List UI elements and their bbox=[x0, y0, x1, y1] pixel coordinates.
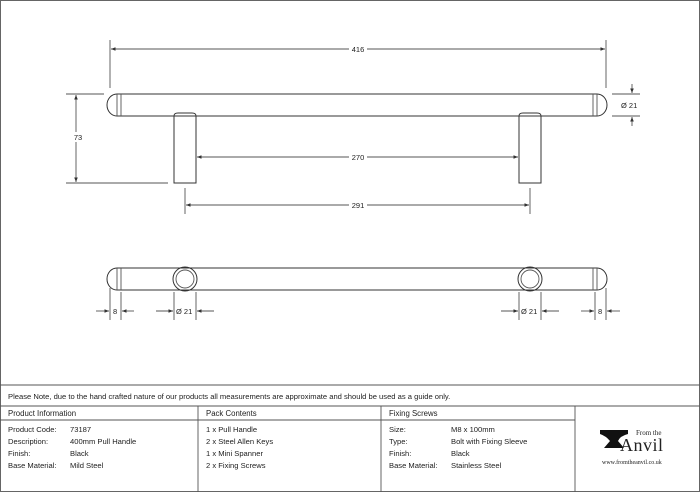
pack-item: 1 x Mini Spanner bbox=[206, 449, 263, 458]
logo-word: Anvil bbox=[620, 435, 664, 455]
screw-finish-label: Finish: bbox=[389, 449, 412, 458]
dim-leg-diameter-right: Ø 21 bbox=[521, 307, 538, 316]
dim-height: 73 bbox=[73, 133, 83, 142]
logo-url: www.fromtheanvil.co.uk bbox=[602, 460, 662, 466]
pack-item: 2 x Fixing Screws bbox=[206, 461, 266, 470]
dim-overall-length: 416 bbox=[351, 45, 365, 54]
dim-centres: 291 bbox=[351, 201, 365, 210]
fixing-screws-title: Fixing Screws bbox=[389, 409, 438, 418]
description-value: 400mm Pull Handle bbox=[70, 437, 137, 446]
info-panel bbox=[0, 385, 700, 492]
screw-type-value: Bolt with Fixing Sleeve bbox=[451, 437, 528, 446]
screw-finish-value: Black bbox=[451, 449, 470, 458]
screw-type-label: Type: bbox=[389, 437, 408, 446]
product-code-value: 73187 bbox=[70, 425, 92, 434]
finish-label: Finish: bbox=[8, 449, 31, 458]
finish-value: Black bbox=[70, 449, 89, 458]
product-code-label: Product Code: bbox=[8, 425, 57, 434]
base-material-value: Mild Steel bbox=[70, 461, 104, 470]
logo-from-text: From the bbox=[636, 429, 662, 437]
plan-view bbox=[107, 267, 607, 291]
dim-bar-diameter: Ø 21 bbox=[621, 101, 638, 110]
description-label: Description: bbox=[8, 437, 49, 446]
dim-inner-span: 270 bbox=[351, 153, 365, 162]
dim-end-offset-right: 8 bbox=[598, 307, 603, 316]
pack-contents-title: Pack Contents bbox=[206, 409, 257, 418]
pack-item: 2 x Steel Allen Keys bbox=[206, 437, 274, 446]
screw-size-label: Size: bbox=[389, 425, 406, 434]
pack-item: 1 x Pull Handle bbox=[206, 425, 258, 434]
screw-size-value: M8 x 100mm bbox=[451, 425, 495, 434]
base-material-label: Base Material: bbox=[8, 461, 57, 470]
screw-material-value: Stainless Steel bbox=[451, 461, 502, 470]
disclaimer-note: Please Note, due to the hand crafted nature of our products all measurements are approximate and should be used as a guide only. bbox=[8, 392, 451, 401]
dim-end-offset-left: 8 bbox=[113, 307, 118, 316]
product-info-title: Product Information bbox=[8, 409, 77, 418]
dim-leg-diameter-left: Ø 21 bbox=[176, 307, 193, 316]
screw-material-label: Base Material: bbox=[389, 461, 438, 470]
side-view bbox=[107, 94, 607, 183]
brand-logo bbox=[596, 425, 688, 471]
